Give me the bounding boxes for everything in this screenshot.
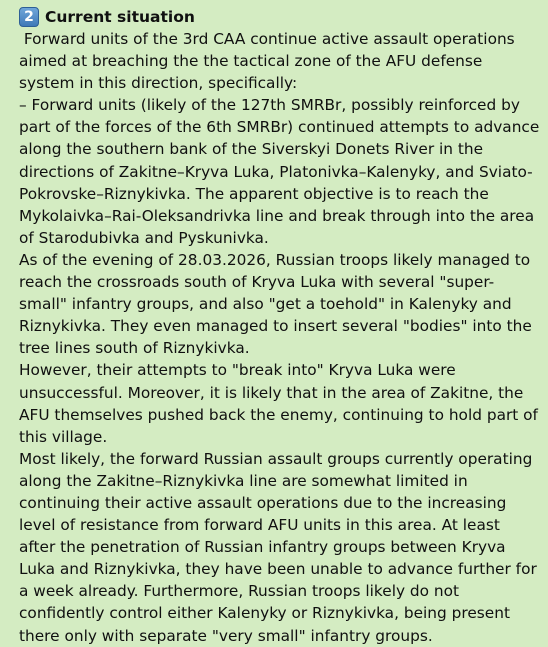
section-title: Current situation (45, 8, 195, 26)
section-heading (19, 6, 540, 28)
message-paragraph-forward-units: – Forward units (likely of the 127th SMRBr, possibly reinforced by part of the forces of the 6th SMRBr) continued attempts to advance along the southern bank of the Siverskyi Donets River in the directions of Zakitne–Kryva Luka, Platonivka–Kalenyky, and Sviato-Pokrovske–Riznykivka. The apparent objective is to reach the Mykolaivka–Rai-Oleksandrivka line and break through into the area of Starodubivka and Pyskunivka. (19, 96, 545, 247)
message-paragraph-intro: Forward units of the 3rd CAA continue active assault operations aimed at breaching the the tactical zone of the AFU defense system in this direction, specifically: (19, 30, 520, 93)
message-paragraph-evening-update: As of the evening of 28.03.2026, Russian troops likely managed to reach the crossroads south of Kryva Luka with several "super-small" infantry groups, and also "get a toehold" in Kalenyky and Riznykivka. They even managed to insert several "bodies" into the tree lines south of Riznykivka. (19, 250, 537, 358)
keycap-number-icon: 2 (19, 7, 39, 27)
message-paragraph-however: However, their attempts to "break into" Kryva Luka were unsuccessful. Moreover, it is likely that in the area of Zakitne, the AFU themselves pushed back the enemy, continuing to hold part of this village. (19, 361, 543, 446)
message-paragraph-assessment: Most likely, the forward Russian assault groups currently operating along the Zakitne–Riznykivka line are somewhat limited in continuing their active assault operations due to the increasing level of resistance from forward AFU units in this area. At least after the penetration of Russian infantry groups between Kryva Luka and Riznykivka, they have been unable to advance further for a week already. Furthermore, Russian troops likely do not confidently control either Kalenyky or Riznykivka, being present there only with separate "very small" infantry groups. (19, 449, 542, 645)
